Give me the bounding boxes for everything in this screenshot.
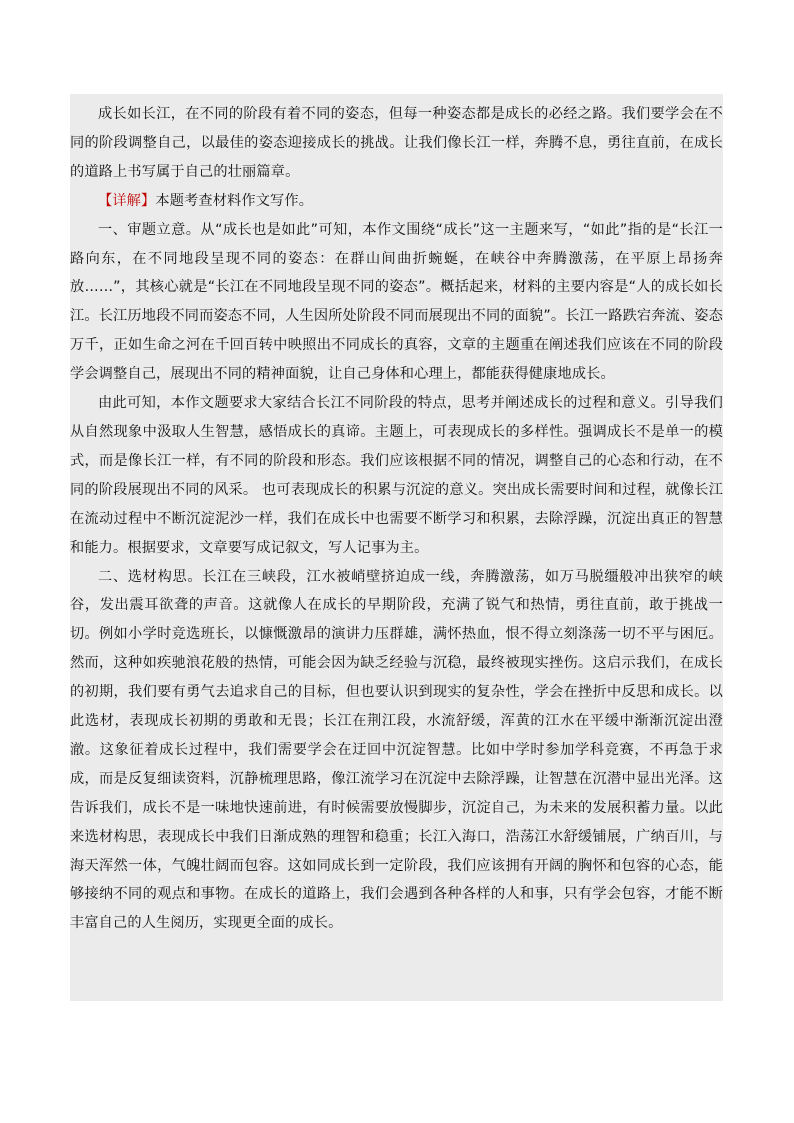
- paragraph-text: 本题考查材料作文写作。: [155, 192, 314, 209]
- analysis-heading-paragraph: [70, 187, 723, 216]
- paragraph-text: 一、审题立意。从“成长也是如此”可知，本作文围绕“成长”这一主题来写，“如此”指的是“长江一路向东，在不同地段呈现不同的姿态：在群山间曲折蜿蜒，在峡谷中奔腾激荡，在平原上昂扬奔放……”，其核心就是“长江在不同地段呈现不同的姿态”。概括起来，材料的主要内容是“人的成长如长江。长江历地段不同而姿态不同，人生因所处阶段不同而展现出不同的面貌”。长江一路跌宕奔流、姿态万千，正如生命之河在千回百转中映照出不同成长的真容，文章的主题重在阐述我们应该在不同的阶段学会调整自己，展现出不同的精神面貌，让自己身体和心理上，都能获得健康地成长。: [70, 221, 723, 383]
- essay-text-block: [70, 94, 723, 1001]
- material-selection-paragraph: [70, 563, 723, 939]
- analysis-tag: 【详解】: [98, 192, 156, 209]
- conclusion-paragraph: [70, 100, 723, 187]
- paragraph-text: 由此可知，本作文题要求大家结合长江不同阶段的特点，思考并阐述成长的过程和意义。引导我们从自然现象中汲取人生智慧，感悟成长的真谛。主题上，可表现成长的多样性。强调成长不是单一的模式，而是像长江一样，有不同的阶段和形态。我们应该根据不同的情况，调整自己的心态和行动，在不同的阶段展现出不同的风采。 也可表现成长的积累与沉淀的意义。突出成长需要时间和过程，就像长江在流动过程中不断沉淀泥沙一样，我们在成长中也需要不断学习和积累，去除浮躁，沉淀出真正的智慧和能力。根据要求，文章要写成记叙文，写人记事为主。: [70, 395, 723, 556]
- paragraph-text: 成长如长江，在不同的阶段有着不同的姿态，但每一种姿态都是成长的必经之路。我们要学会在不同的阶段调整自己，以最佳的姿态迎接成长的挑战。让我们像长江一样，奔腾不息，勇往直前，在成长的道路上书写属于自己的壮丽篇章。: [70, 106, 723, 180]
- requirement-paragraph: [70, 389, 723, 562]
- paragraph-text: 二、选材构思。长江在三峡段，江水被峭壁挤迫成一线，奔腾激荡，如万马脱缰般冲出狭窄的峡谷，发出震耳欲聋的声音。这就像人在成长的早期阶段，充满了锐气和热情，勇往直前，敢于挑战一切。例如小学时竞选班长，以慷慨激昂的演讲力压群雄，满怀热血，恨不得立刻涤荡一切不平与困厄。然而，这种如疾驰浪花般的热情，可能会因为缺乏经验与沉稳，最终被现实挫伤。这启示我们，在成长的初期，我们要有勇气去追求自己的目标，但也要认识到现实的复杂性，学会在挫折中反思和成长。以此选材，表现成长初期的勇敢和无畏；长江在荆江段，水流舒缓，浑黄的江水在平缓中渐渐沉淀出澄澈。这象征着成长过程中，我们需要学会在迂回中沉淀智慧。比如中学时参加学科竞赛，不再急于求成，而是反复细读资料，沉静梳理思路，像江流学习在沉淀中去除浮躁，让智慧在沉潜中显出光泽。这告诉我们，成长不是一味地快速前进，有时候需要放慢脚步，沉淀自己，为未来的发展积蓄力量。以此来选材构思，表现成长中我们日渐成熟的理智和稳重；长江入海口，浩荡江水舒缓铺展，广纳百川，与海天浑然一体，气魄壮阔而包容。这如同成长到一定阶段，我们应该拥有开阔的胸怀和包容的心态，能够接纳不同的观点和事物。在成长的道路上，我们会遇到各种各样的人和事，只有学会包容，才能不断丰富自己的人生阅历，实现更全面的成长。: [70, 568, 723, 932]
- topic-analysis-paragraph: [70, 216, 723, 389]
